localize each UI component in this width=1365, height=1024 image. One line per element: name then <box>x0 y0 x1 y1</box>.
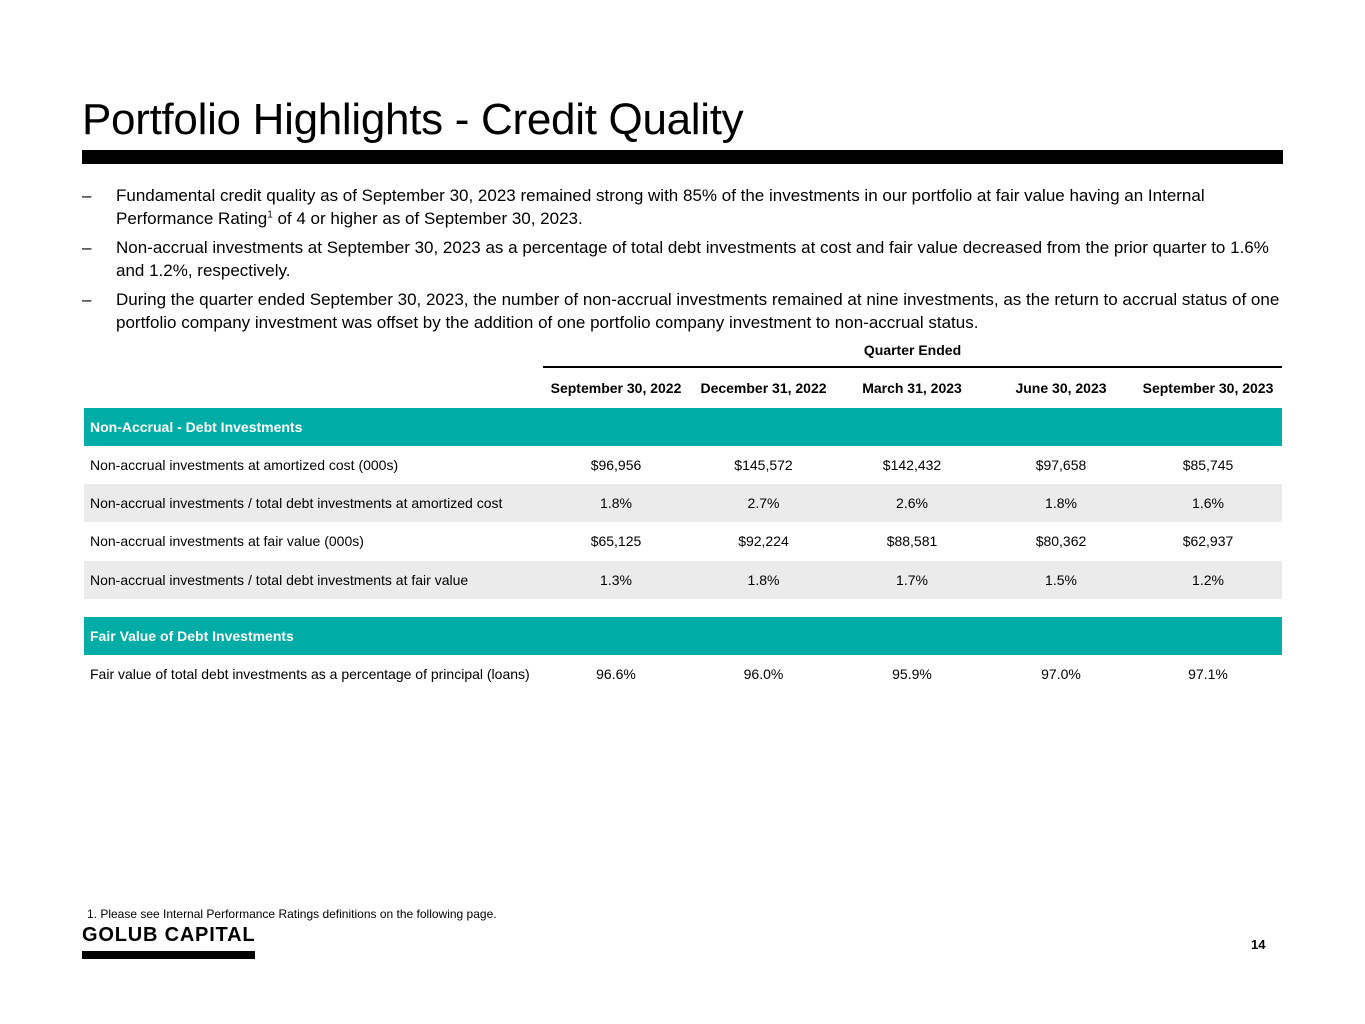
column-header: December 31, 2022 <box>700 380 827 396</box>
table-cell: 1.8% <box>747 572 780 588</box>
table-cell: $88,581 <box>886 533 938 549</box>
quarter-ended-header: Quarter Ended <box>543 340 1282 368</box>
table-cell: $92,224 <box>738 533 789 549</box>
table-cell: $85,745 <box>1182 457 1234 473</box>
table-cell: $142,432 <box>882 457 942 473</box>
bullet-dash: – <box>82 238 92 257</box>
row-label: Non-accrual investments / total debt investments at fair value <box>90 571 469 588</box>
table-cell: 97.0% <box>1041 666 1081 682</box>
table-cell: 1.2% <box>1192 572 1224 588</box>
logo-text: GOLUB CAPITAL <box>82 924 256 946</box>
table-cell: 1.8% <box>1045 495 1077 511</box>
table-cell: 96.0% <box>743 666 784 682</box>
footnote: 1. Please see Internal Performance Ratings definitions on the following page. <box>87 907 497 921</box>
bullet-item <box>82 184 1283 230</box>
column-header: March 31, 2023 <box>862 380 962 396</box>
section-title: Non-Accrual - Debt Investments <box>90 418 303 435</box>
table-cell: 97.1% <box>1188 666 1228 682</box>
table-row <box>84 655 1282 693</box>
table-cell: $96,956 <box>590 457 642 473</box>
title-underline <box>82 150 1283 164</box>
table-cell: 1.5% <box>1045 572 1077 588</box>
bullet-text: Non-accrual investments at September 30, 2023 as a percentage of total debt investments at cost and fair value decreased from the prior quarter to 1.6% and 1.2%, respectively. <box>116 238 1269 280</box>
bullet-item <box>82 288 1283 334</box>
row-label: Non-accrual investments / total debt investments at amortized cost <box>90 494 503 511</box>
table-row <box>84 522 1282 560</box>
table-cell: 2.6% <box>896 495 928 511</box>
page-number: 14 <box>1251 937 1266 952</box>
footnote-ref: 1 <box>267 209 273 221</box>
bullet-text-tail: of 4 or higher as of September 30, 2023. <box>272 209 583 228</box>
table-cell: $145,572 <box>734 457 793 473</box>
table-cell: $65,125 <box>590 533 642 549</box>
table-row <box>84 561 1282 599</box>
column-header: September 30, 2023 <box>1142 380 1274 396</box>
table-cell: 1.8% <box>600 495 632 511</box>
column-header-row <box>84 369 1282 407</box>
bullet-text: During the quarter ended September 30, 2023, the number of non-accrual investments remained at nine investments, as the return to accrual status of one portfolio company investment was offset by the addition of one portfolio company investment to non-accrual status. <box>116 290 1280 332</box>
row-label: Non-accrual investments at fair value (000s) <box>90 532 364 549</box>
company-logo <box>82 924 255 959</box>
table-cell: 1.6% <box>1192 495 1224 511</box>
bullet-dash: – <box>82 290 92 309</box>
table-cell: 2.7% <box>747 495 780 511</box>
section-header-non-accrual <box>84 408 1282 446</box>
section-title: Fair Value of Debt Investments <box>90 627 294 644</box>
table-cell: $80,362 <box>1035 533 1087 549</box>
row-label: Non-accrual investments at amortized cost (000s) <box>90 456 399 473</box>
bullet-dash: – <box>82 186 92 205</box>
logo-underline <box>82 951 255 959</box>
table-cell: 95.9% <box>892 666 932 682</box>
bullet-item <box>82 236 1283 282</box>
column-header: June 30, 2023 <box>1015 380 1107 396</box>
table-cell: 1.3% <box>600 572 632 588</box>
bullet-list <box>82 184 1283 340</box>
table-cell: 96.6% <box>596 666 636 682</box>
table-cell: $97,658 <box>1035 457 1087 473</box>
table-row <box>84 484 1282 522</box>
row-label: Fair value of total debt investments as a percentage of principal (loans) <box>90 665 530 682</box>
table-cell: $62,937 <box>1182 533 1234 549</box>
page-title: Portfolio Highlights - Credit Quality <box>82 95 744 144</box>
bullet-text: Fundamental credit quality as of September 30, 2023 remained strong with 85% of the investments in our portfolio at fair value having an Internal Performance Rating <box>116 186 1205 228</box>
table-row <box>84 446 1282 484</box>
table-cell: 1.7% <box>896 572 928 588</box>
column-header: September 30, 2022 <box>550 380 682 396</box>
section-header-fair-value <box>84 617 1282 655</box>
